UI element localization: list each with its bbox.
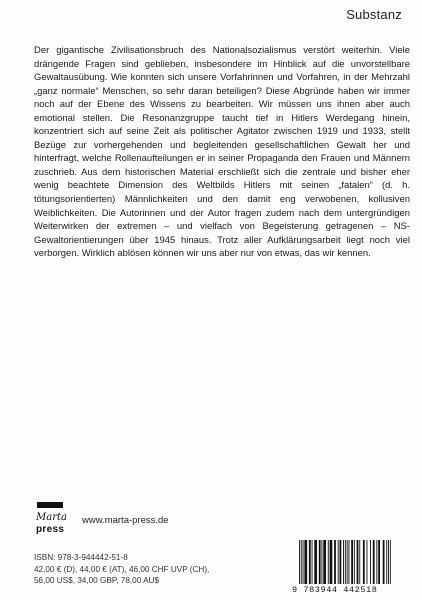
barcode-bar bbox=[301, 540, 302, 584]
barcode-bar bbox=[299, 540, 300, 584]
barcode-bar bbox=[390, 540, 391, 584]
publisher-logo bbox=[34, 500, 66, 540]
barcode-bar bbox=[370, 540, 371, 584]
price-line-1: 42,00 € (D), 44,00 € (AT), 46,00 CHF UVP (CH), bbox=[34, 564, 210, 574]
barcode bbox=[297, 540, 403, 590]
barcode-bar bbox=[309, 540, 311, 584]
logo-press-text: press bbox=[36, 524, 65, 535]
publisher-row bbox=[34, 500, 169, 540]
price-line-2: 56,00 US$, 34,00 GBP, 78,00 AU$ bbox=[34, 576, 160, 585]
publisher-website: www.marta-press.de bbox=[82, 514, 169, 526]
barcode-bar bbox=[367, 540, 368, 584]
isbn-line: ISBN: 978-3-944442-51-8 bbox=[34, 553, 128, 562]
barcode-bar bbox=[359, 540, 360, 584]
barcode-digits: 9 783944 442518 bbox=[292, 585, 378, 595]
barcode-bar bbox=[376, 540, 377, 584]
barcode-bar bbox=[340, 540, 342, 584]
barcode-bar bbox=[343, 540, 344, 584]
blurb-text: Der gigantische Zivilisationsbruch des Nationalsozialismus verstört weiterhin. Viele drängende Fragen sind geblieben, insbesondere im Hinblick auf die unvorstellbare Gewaltausübung. Wie konnten sich unsere Vorfahrinnen und Vorfahren, in der Mehrzahl „ganz normale“ Menschen, so sehr daran beteiligen? Diese Abgründe haben wir immer noch auf der Ebene des Wissens zu bearbeiten. Wir müssen uns ihnen aber auch emotional stellen. Die Resonanzgruppe taucht tief in Hitlers Werdegang hinein, konzentriert sich auf seine Zeit als politischer Agitator zwischen 1919 und 1933, stellt Bezüge zur vorhergehenden und begleitenden gesellschaftlichen Gewalt her und hinterfragt, welche Rollenaufteilungen er in seiner Propaganda den Frauen und Männern zuschrieb. Aus dem historischen Material erschließt sich die zentrale und bisher eher wenig beachtete Dimension des Weltbilds Hitlers mit seinen „fatalen“ (d. h. tötungsorientierten) Männlichkeiten und den damit eng verwobenen, kollusiven Weiblichkeiten. Die Autorinnen und der Autor fragen zudem nach dem untergründigen Weiterwirken der extremen – und vielfach von Begeisterung getragenen – NS-Gewaltorientierungen über 1945 hinaus. Trotz aller Aufklärungsarbeit liegt noch viel verborgen. Wirklich ablösen können wir uns aber nur von etwas, das wir kennen. bbox=[34, 45, 410, 260]
barcode-bar bbox=[363, 540, 365, 584]
barcode-bar bbox=[303, 540, 304, 584]
barcode-bar bbox=[386, 540, 387, 584]
barcode-bar bbox=[388, 540, 389, 584]
barcode-bar bbox=[373, 540, 375, 584]
barcode-bar bbox=[338, 540, 339, 584]
barcode-bar bbox=[345, 540, 346, 584]
logo-marta-text: Marta bbox=[36, 512, 67, 523]
barcode-bar bbox=[322, 540, 323, 584]
barcode-bar bbox=[383, 540, 385, 584]
barcode-bar bbox=[349, 540, 350, 584]
barcode-bar bbox=[314, 540, 317, 584]
barcode-bar bbox=[354, 540, 355, 584]
barcode-bar bbox=[323, 540, 326, 584]
barcode-bars bbox=[297, 540, 403, 586]
barcode-bar bbox=[334, 540, 336, 584]
barcode-bar bbox=[351, 540, 353, 584]
barcode-bar bbox=[319, 540, 321, 584]
barcode-bar bbox=[378, 540, 380, 584]
logo-bar-shape bbox=[37, 502, 63, 508]
barcode-bar bbox=[304, 540, 307, 584]
barcode-bar bbox=[347, 540, 348, 584]
barcode-bar bbox=[312, 540, 313, 584]
barcode-bar bbox=[330, 540, 333, 584]
barcode-bar bbox=[328, 540, 329, 584]
series-title: Substanz bbox=[346, 7, 402, 22]
barcode-bar bbox=[357, 540, 359, 584]
isbn-price-block bbox=[34, 552, 234, 587]
